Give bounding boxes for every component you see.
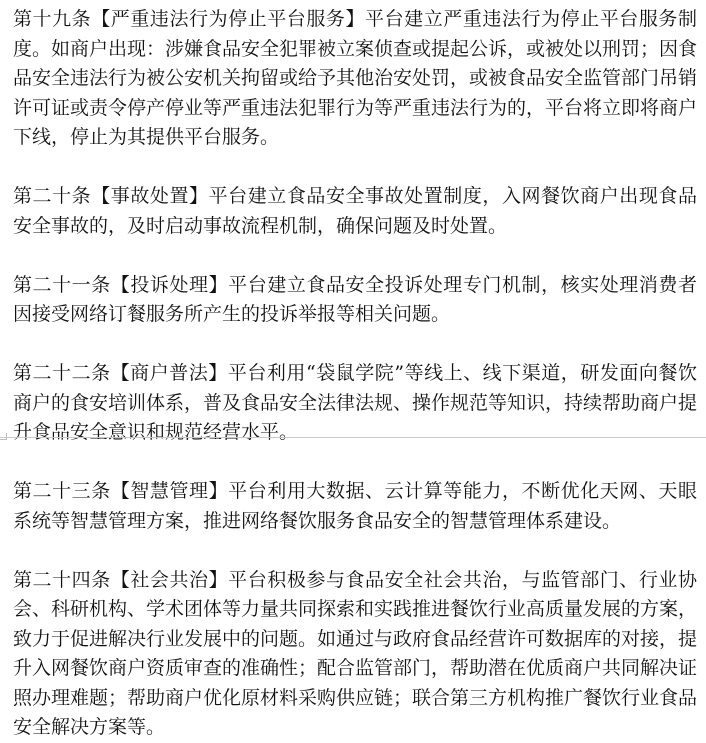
- article-number: 第二十四条: [13, 568, 111, 591]
- article-heading: 【社会共治】: [110, 568, 229, 591]
- document-body: [13, 5, 697, 743]
- article-20: [13, 182, 697, 241]
- article-number: 第二十二条: [13, 362, 111, 384]
- article-text: 平台利用大数据、云计算等能力，不断优化天网、天眼系统等智慧管理方案，推进网络餐饮服务食品安全的智慧管理体系建设。: [13, 480, 697, 532]
- article-number: 第二十三条: [13, 480, 111, 502]
- article-heading: 【智慧管理】: [110, 480, 229, 502]
- article-number: 第二十一条: [13, 273, 111, 296]
- article-text: 平台利用“袋鼠学院”等线上、线下渠道，研发面向餐饮商户的食安培训体系，普及食品安全法律法规、操作规范等知识，持续帮助商户提升食品安全意识和规范经营水平。: [13, 362, 698, 443]
- article-21: [13, 271, 697, 330]
- article-text: 平台建立食品安全事故处置制度，入网餐饮商户出现食品安全事故的，及时启动事故流程机制，确保问题及时处置。: [13, 185, 697, 237]
- article-number: 第二十条: [13, 185, 92, 207]
- article-text: 平台建立严重违法行为停止平台服务制度。如商户出现：涉嫌食品安全犯罪被立案侦查或提起公诉，或被处以刑罚；因食品安全违法行为被公安机关拘留或给予其他治安处罚，或被食品安全监管部门吊销许可证或责令停产停业等严重违法犯罪行为等严重违法行为的，平台将立即将商户下线，停止为其提供平台服务。: [13, 8, 698, 148]
- article-19: [13, 5, 697, 153]
- page-break-divider: [0, 433, 706, 441]
- page-break-line: [0, 437, 706, 438]
- article-24: [13, 566, 697, 743]
- article-heading: 【严重违法行为停止平台服务】: [91, 8, 366, 30]
- article-23: [13, 477, 697, 536]
- article-heading: 【事故处置】: [91, 185, 209, 207]
- article-text: 平台积极参与食品安全社会共治，与监管部门、行业协会、科研机构、学术团体等力量共同探索和实践推进餐饮行业高质量发展的方案，致力于促进解决行业发展中的问题。如通过与政府食品经营许可数据库的对接，提升入网餐饮商户资质审查的准确性；配合监管部门，帮助潜在优质商户共同解决证照办理难题；帮助商户优化原材料采购供应链；联合第三方机构推广餐饮行业食品安全解决方案等。: [13, 568, 698, 738]
- article-heading: 【商户普法】: [110, 362, 228, 384]
- article-number: 第十九条: [13, 8, 92, 30]
- article-heading: 【投诉处理】: [110, 273, 229, 296]
- article-text: 平台建立食品安全投诉处理专门机制，核实处理消费者因接受网络订餐服务所产生的投诉举报等相关问题。: [13, 273, 697, 325]
